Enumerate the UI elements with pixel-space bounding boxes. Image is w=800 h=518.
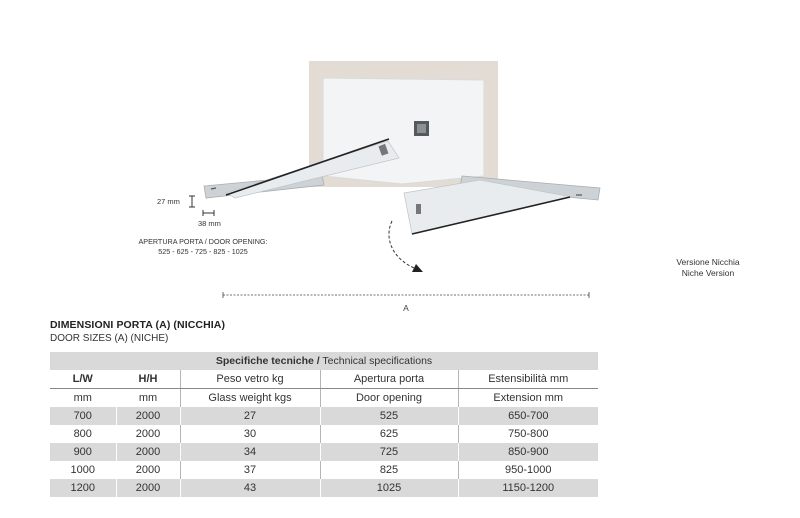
cell-extension: 750-800 bbox=[458, 425, 598, 443]
cell-extension: 1150-1200 bbox=[458, 479, 598, 497]
table-row bbox=[50, 425, 598, 443]
section-subtitle: DOOR SIZES (A) (NICHE) bbox=[50, 333, 169, 344]
cell-height: 2000 bbox=[116, 443, 180, 461]
cell-glass-weight: 37 bbox=[180, 461, 320, 479]
cell-door-opening: 725 bbox=[320, 443, 458, 461]
cell-glass-weight: 43 bbox=[180, 479, 320, 497]
specs-table bbox=[50, 352, 598, 497]
width-dimension: 38 mm bbox=[198, 219, 221, 228]
table-row bbox=[50, 479, 598, 497]
door-opening-values: 525 - 625 - 725 - 825 - 1025 bbox=[158, 247, 248, 256]
cell-width: 1000 bbox=[50, 461, 116, 479]
cell-glass-weight: 34 bbox=[180, 443, 320, 461]
header-door-opening: Apertura porta bbox=[320, 370, 458, 389]
cell-height: 2000 bbox=[116, 425, 180, 443]
thickness-dimension: 27 mm bbox=[157, 197, 180, 206]
cell-height: 2000 bbox=[116, 407, 180, 425]
cell-height: 2000 bbox=[116, 461, 180, 479]
table-row bbox=[50, 461, 598, 479]
cell-door-opening: 625 bbox=[320, 425, 458, 443]
section-title: DIMENSIONI PORTA (A) (NICCHIA) bbox=[50, 319, 226, 331]
header-hh-unit: mm bbox=[116, 389, 180, 408]
cell-extension: 950-1000 bbox=[458, 461, 598, 479]
version-note bbox=[648, 257, 768, 279]
header-glass-weight: Peso vetro kg bbox=[180, 370, 320, 389]
dimension-a-label: A bbox=[403, 303, 409, 313]
header-door-opening-en: Door opening bbox=[320, 389, 458, 408]
cell-door-opening: 825 bbox=[320, 461, 458, 479]
cell-door-opening: 525 bbox=[320, 407, 458, 425]
header-lw: L/W bbox=[50, 370, 116, 389]
swing-arrow-icon bbox=[389, 221, 414, 268]
header-glass-weight-en: Glass weight kgs bbox=[180, 389, 320, 408]
version-english: Niche Version bbox=[681, 268, 735, 278]
cell-glass-weight: 30 bbox=[180, 425, 320, 443]
cell-height: 2000 bbox=[116, 479, 180, 497]
cell-width: 700 bbox=[50, 407, 116, 425]
header-lw-unit: mm bbox=[50, 389, 116, 408]
header-row-top bbox=[50, 370, 598, 389]
door-opening-note bbox=[118, 237, 288, 257]
header-row-bottom bbox=[50, 389, 598, 408]
cell-glass-weight: 27 bbox=[180, 407, 320, 425]
specs-title-row bbox=[50, 352, 598, 370]
door-opening-title: APERTURA PORTA / DOOR OPENING: bbox=[138, 237, 268, 246]
table-row bbox=[50, 443, 598, 461]
drain-icon bbox=[414, 121, 429, 136]
cell-extension: 650-700 bbox=[458, 407, 598, 425]
table-row bbox=[50, 407, 598, 425]
cell-width: 900 bbox=[50, 443, 116, 461]
header-extension: Estensibilità mm bbox=[458, 370, 598, 389]
cell-door-opening: 1025 bbox=[320, 479, 458, 497]
header-hh: H/H bbox=[116, 370, 180, 389]
cell-extension: 850-900 bbox=[458, 443, 598, 461]
cell-width: 800 bbox=[50, 425, 116, 443]
specs-title: Specifiche tecniche / Technical specifications bbox=[50, 352, 598, 370]
version-italian: Versione Nicchia bbox=[676, 257, 740, 267]
header-extension-en: Extension mm bbox=[493, 392, 564, 404]
cell-width: 1200 bbox=[50, 479, 116, 497]
